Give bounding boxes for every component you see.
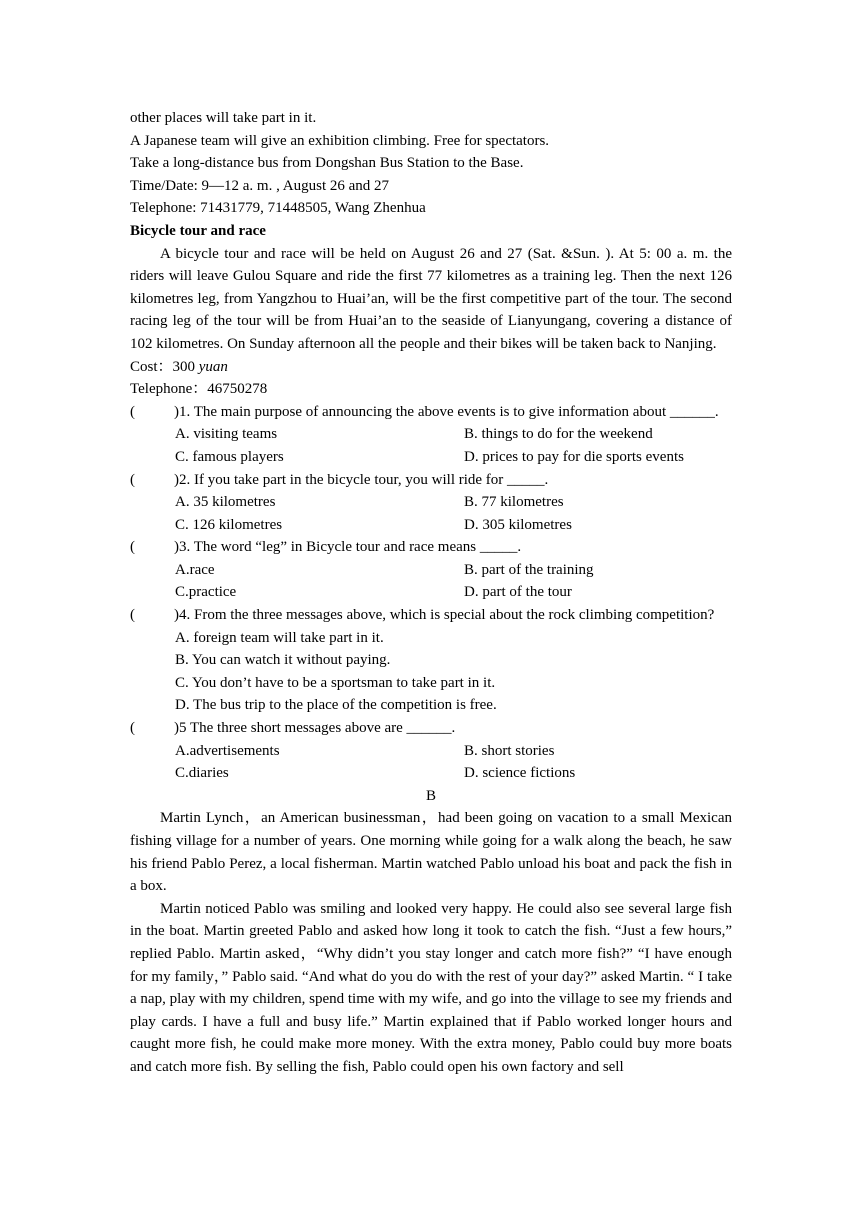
story-paragraph: Martin Lynch，an American businessman，had been going on vacation to a small Mexican fishing village for a number of years. One morning while going for a walk along the beach, he saw his friend Pablo Perez, a local fisherman. Martin watched Pablo unload his boat and pack the fish in a box.	[130, 810, 732, 895]
option-row	[130, 491, 732, 514]
option: C. famous players	[175, 448, 284, 465]
section-heading: Bicycle tour and race	[130, 222, 266, 239]
option-row	[130, 694, 732, 717]
option: A. visiting teams	[175, 426, 278, 443]
option-row	[130, 446, 732, 469]
option: B. things to do for the weekend	[464, 426, 653, 443]
answer-blank-open: (	[130, 607, 135, 624]
cost-line	[130, 356, 732, 379]
story-paragraph: Martin noticed Pablo was smiling and looked very happy. He could also see several large fish in the boat. Martin greeted Pablo and asked how long it took to catch the fish. “Just a few hours,” replied Pablo. Martin asked，“Why didn’t you stay longer and catch more fish?” “I have enough for my family，” Pablo said. “And what do you do with the rest of your day?” asked Martin. “ I take a nap, play with my children, spend time with my wife, and go into the village to see my friends and play cards. I have a full and busy life.” Martin explained that if Pablo worked longer hours and caught more fish, he could make more money. With the extra money, Pablo could buy more boats and catch more fish. By selling the fish, Pablo could open his own factory and sell	[130, 900, 732, 1075]
question	[130, 469, 732, 492]
telephone-line: Telephone: 71431779, 71448505, Wang Zhenhua	[130, 200, 426, 217]
time-date-line: Time/Date: 9—12 a. m. , August 26 and 27	[130, 177, 390, 194]
option: C. You don’t have to be a sportsman to take part in it.	[175, 674, 496, 691]
option-row	[130, 423, 732, 446]
question-text: )4. From the three messages above, which is special about the rock climbing competition?	[174, 607, 715, 624]
question	[130, 536, 732, 559]
question	[130, 604, 732, 627]
option: D. part of the tour	[464, 584, 572, 601]
option-row	[130, 514, 732, 537]
question	[130, 717, 732, 740]
question-text: )2. If you take part in the bicycle tour, you will ride for _____.	[174, 471, 549, 488]
option: D. prices to pay for die sports events	[464, 448, 684, 465]
cost-label: Cost：300	[130, 358, 199, 375]
option: D. 305 kilometres	[464, 516, 572, 533]
option: A. foreign team will take part in it.	[175, 629, 384, 646]
question	[130, 401, 732, 424]
telephone-line: Telephone：46750278	[130, 381, 268, 398]
cost-unit: yuan	[198, 358, 228, 375]
option-row	[130, 581, 732, 604]
document-page	[130, 107, 732, 1079]
option-row	[130, 627, 732, 650]
question-text: )1. The main purpose of announcing the above events is to give information about ______.	[174, 403, 719, 420]
question-text: )3. The word “leg” in Bicycle tour and race means _____.	[174, 539, 522, 556]
option: A.advertisements	[175, 742, 280, 759]
option-row	[130, 672, 732, 695]
question-text: )5 The three short messages above are ______.	[174, 720, 456, 737]
text-line: Take a long-distance bus from Dongshan Bus Station to the Base.	[130, 155, 524, 172]
answer-blank-open: (	[130, 403, 135, 420]
option: B. short stories	[464, 742, 555, 759]
option: D. The bus trip to the place of the competition is free.	[175, 697, 497, 714]
option: C.practice	[175, 584, 237, 601]
option-row	[130, 559, 732, 582]
option: A. 35 kilometres	[175, 494, 276, 511]
option: C.diaries	[175, 765, 229, 782]
answer-blank-open: (	[130, 539, 135, 556]
option: D. science fictions	[464, 765, 576, 782]
option: B. 77 kilometres	[464, 494, 564, 511]
bicycle-paragraph: A bicycle tour and race will be held on August 26 and 27 (Sat. &Sun. ). At 5: 00 a. m. the riders will leave Gulou Square and ride the first 77 kilometres as a training leg. Then the next 126 kilometres leg, from Yangzhou to Huai’an, will be the first competitive part of the tour. The second racing leg of the tour will be from Huai’an to the seaside of Lianyungang, covering a distance of 102 kilometres. On Sunday afternoon all the people and their bikes will be taken back to Nanjing.	[130, 245, 732, 352]
option-row	[130, 762, 732, 785]
answer-blank-open: (	[130, 471, 135, 488]
text-line: other places will take part in it.	[130, 110, 317, 126]
option-row	[130, 740, 732, 763]
answer-blank-open: (	[130, 720, 135, 737]
option-row	[130, 649, 732, 672]
option: A.race	[175, 561, 215, 578]
text-line: A Japanese team will give an exhibition climbing. Free for spectators.	[130, 132, 550, 149]
option: B. part of the training	[464, 561, 594, 578]
option: C. 126 kilometres	[175, 516, 283, 533]
section-label: B	[425, 787, 436, 804]
option: B. You can watch it without paying.	[175, 652, 391, 669]
